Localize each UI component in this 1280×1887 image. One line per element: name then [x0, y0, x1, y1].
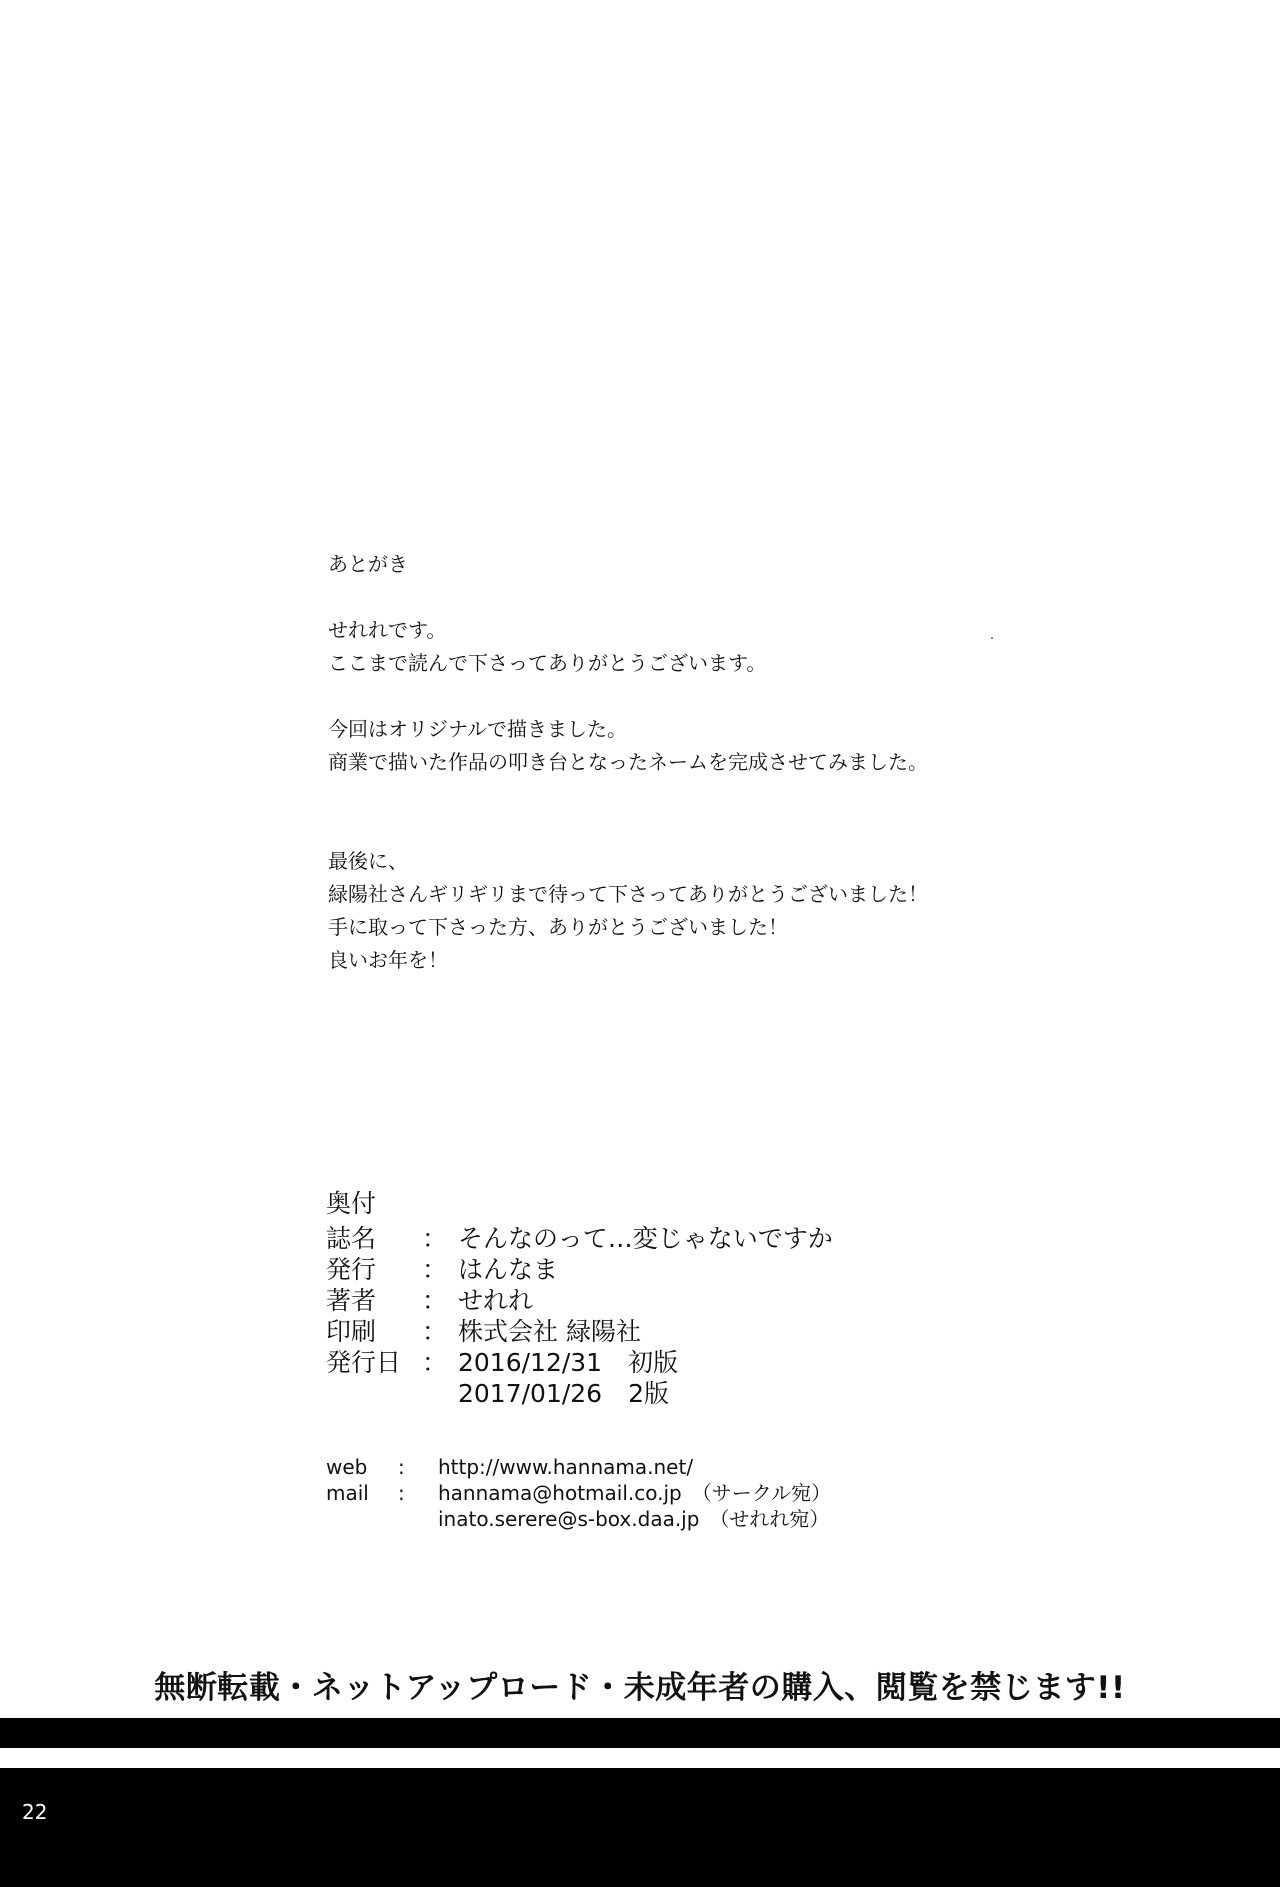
contact-row-web	[326, 1454, 831, 1480]
mail-address: inato.serere@s-box.daa.jp	[438, 1507, 700, 1531]
contact-row-mail-2	[326, 1506, 831, 1532]
colophon-heading: 奥付	[326, 1189, 377, 1218]
colophon-value: せれれ	[458, 1286, 534, 1315]
afterword-line: 最後に、	[328, 849, 408, 873]
colophon-separator: ：	[422, 1255, 448, 1284]
mail-note: （せれれ宛）	[709, 1507, 830, 1531]
colophon-row-author	[326, 1285, 833, 1316]
colophon-row-title	[326, 1223, 833, 1254]
colophon-label: 発行日	[326, 1348, 402, 1377]
colophon-section	[326, 1188, 833, 1409]
afterword-line: ここまで読んで下さってありがとうございます。	[328, 651, 767, 675]
footer-band-thin	[0, 1718, 1280, 1748]
mail-address: hannama@hotmail.co.jp	[438, 1481, 682, 1505]
afterword-line: せれれです。	[328, 618, 447, 642]
colophon-value: はんなま	[458, 1255, 559, 1284]
colophon-label: 著者	[326, 1286, 377, 1315]
colophon-value: 株式会社 緑陽社	[458, 1317, 641, 1346]
contact-row-mail	[326, 1480, 831, 1506]
colophon-row-date	[326, 1347, 833, 1378]
afterword-line: 手に取って下さった方、ありがとうございました！	[328, 915, 788, 939]
afterword-line: 商業で描いた作品の叩き台となったネームを完成させてみました。	[328, 750, 928, 774]
edition-label: 2版	[628, 1379, 669, 1408]
contact-section	[326, 1454, 831, 1532]
colophon-separator: ：	[422, 1317, 448, 1346]
colophon-separator: ：	[422, 1224, 448, 1253]
afterword-line: 良いお年を！	[328, 948, 448, 972]
colophon-label: 誌名	[326, 1224, 377, 1253]
afterword-line: 緑陽社さんギリギリまで待って下さってありがとうございました！	[328, 882, 928, 906]
colophon-separator: ：	[422, 1348, 448, 1377]
afterword-title: あとがき	[328, 552, 408, 576]
colophon-label: 発行	[326, 1255, 377, 1284]
mail-note: （サークル宛）	[691, 1481, 832, 1505]
edition-date: 2016/12/31	[458, 1348, 603, 1377]
afterword-line: 今回はオリジナルで描きました。	[328, 717, 627, 741]
web-url: http://www.hannama.net/	[438, 1455, 694, 1479]
colophon-row-printer	[326, 1316, 833, 1347]
contact-label: mail	[326, 1481, 369, 1505]
contact-separator: :	[398, 1455, 405, 1479]
colophon-label: 印刷	[326, 1317, 377, 1346]
reproduction-warning: 無断転載・ネットアップロード・未成年者の購入、閲覧を禁じます!!	[154, 1670, 1126, 1706]
colophon-row-publisher	[326, 1254, 833, 1285]
edition-date: 2017/01/26	[458, 1379, 603, 1408]
footer-band	[0, 1768, 1280, 1887]
edition-label: 初版	[628, 1348, 679, 1377]
colophon-value: そんなのって…変じゃないですか	[458, 1224, 833, 1253]
contact-label: web	[326, 1455, 368, 1479]
afterword-section	[328, 548, 1088, 977]
colophon-separator: ：	[422, 1286, 448, 1315]
contact-separator: :	[398, 1481, 405, 1505]
page-number: 22	[22, 1800, 48, 1824]
colophon-row-date-2	[326, 1378, 833, 1409]
